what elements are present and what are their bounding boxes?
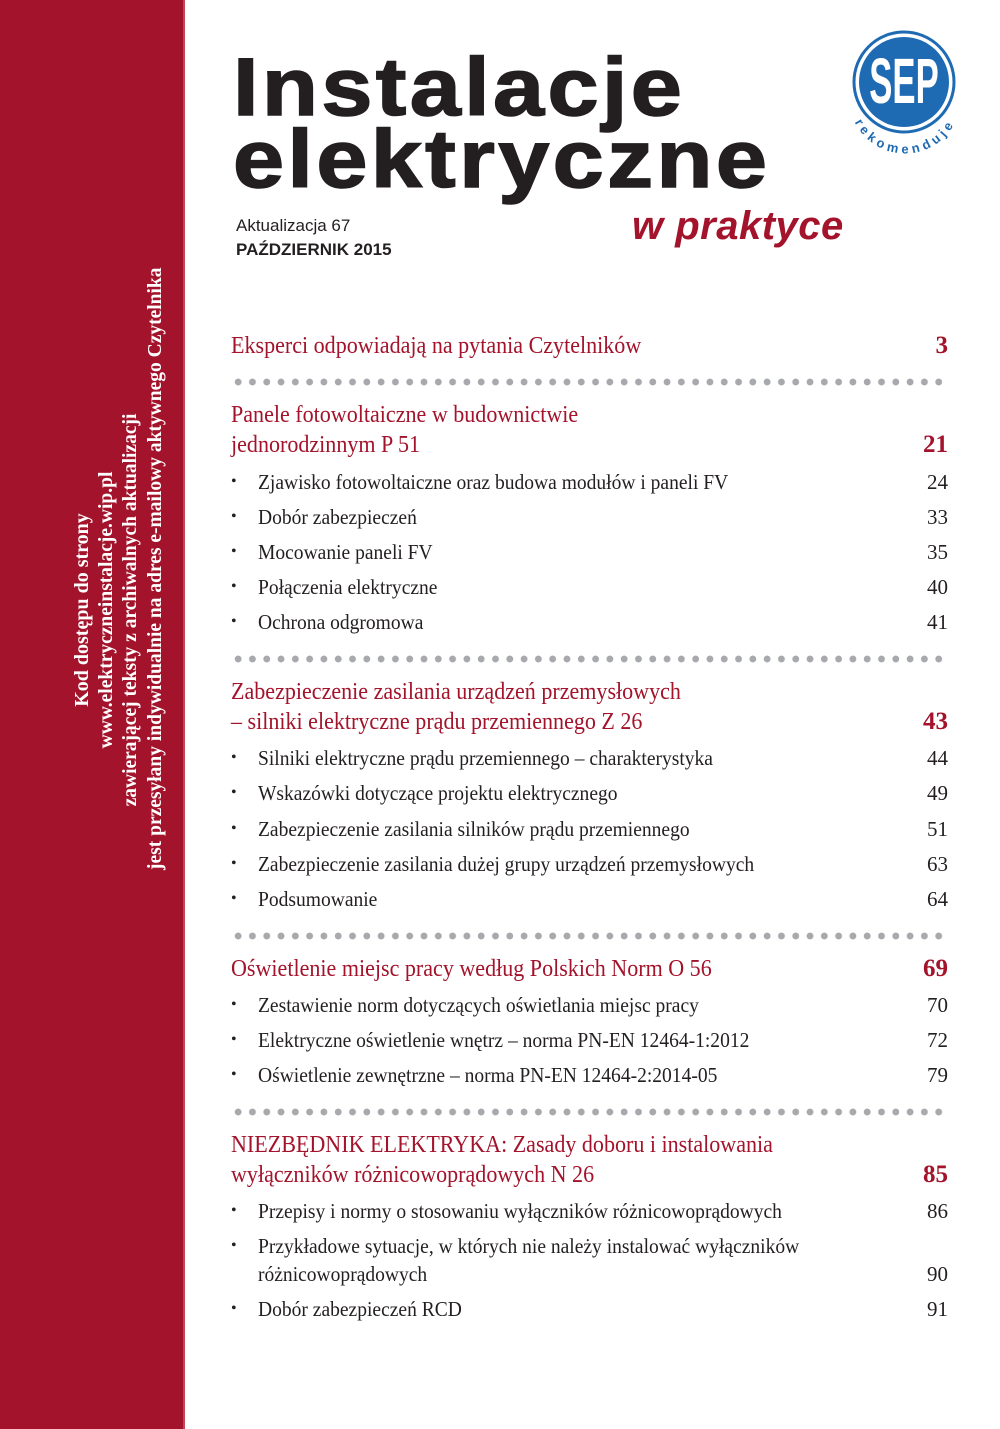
section-title-line: NIEZBĘDNIK ELEKTRYKA: Zasady doboru i instalowania xyxy=(231,1131,773,1158)
bullet-icon: • xyxy=(231,473,237,490)
bullet-icon: • xyxy=(231,1300,237,1317)
sep-logo-caption: rekomenduje xyxy=(851,115,959,157)
issue-info xyxy=(236,214,392,262)
toc-item-page: 40 xyxy=(927,575,948,599)
section-title-line: Panele fotowoltaiczne w budownictwie xyxy=(231,401,579,428)
toc-item-page: 70 xyxy=(927,993,948,1017)
toc-item-page: 79 xyxy=(927,1063,948,1087)
toc-item-page: 35 xyxy=(927,540,948,564)
toc-item-label: Przykładowe sytuacje, w których nie należy instalować wyłączników xyxy=(258,1234,800,1258)
toc-item-page: 24 xyxy=(927,470,948,494)
bullet-icon: • xyxy=(231,1066,237,1083)
toc-item-label: Przepisy i normy o stosowaniu wyłączników różnicowoprądowych xyxy=(258,1199,782,1223)
toc-item-page: 72 xyxy=(927,1028,948,1052)
bullet-icon: • xyxy=(231,820,237,837)
toc-item-page: 51 xyxy=(927,817,948,841)
toc-item-label: Podsumowanie xyxy=(258,887,378,911)
section-title-line: Eksperci odpowiadają na pytania Czytelników xyxy=(231,332,642,359)
toc-section-page: 3 xyxy=(935,332,948,359)
bullet-icon: • xyxy=(231,543,237,560)
toc-section-page: 69 xyxy=(923,955,948,982)
toc-item-label: Wskazówki dotyczące projektu elektrycznego xyxy=(258,781,618,805)
toc-item-label: Dobór zabezpieczeń xyxy=(258,505,417,529)
section-title-line: Oświetlenie miejsc pracy według Polskich Norm O 56 xyxy=(231,955,712,982)
dotted-divider xyxy=(231,932,948,940)
toc-item-page: 33 xyxy=(927,505,948,529)
dotted-divider xyxy=(231,1108,948,1116)
access-code-note xyxy=(70,267,168,870)
toc-item-label: Dobór zabezpieczeń RCD xyxy=(258,1297,462,1321)
toc-item-label: Ochrona odgromowa xyxy=(258,610,424,634)
toc-item-label: Zjawisko fotowoltaiczne oraz budowa modułów i paneli FV xyxy=(258,470,729,494)
issue-number: Aktualizacja 67 xyxy=(236,216,351,235)
magazine-subtitle: w praktyce xyxy=(632,204,844,248)
toc-item-label: Połączenia elektryczne xyxy=(258,575,438,599)
access-note-line: Kod dostępu do strony xyxy=(71,513,93,707)
toc-item-label: Oświetlenie zewnętrzne – norma PN-EN 12464-2:2014-05 xyxy=(258,1063,718,1087)
sep-logo-icon xyxy=(838,30,968,160)
toc-item-page: 64 xyxy=(927,887,948,911)
title-line-2: elektryczne xyxy=(233,114,771,205)
toc-item-label-continued: różnicowoprądowych xyxy=(258,1262,428,1286)
toc-section-page: 85 xyxy=(923,1161,948,1188)
toc-section-page: 43 xyxy=(923,708,948,735)
section-title-line: – silniki elektryczne prądu przemiennego Z 26 xyxy=(231,708,643,735)
toc-item[interactable] xyxy=(231,1232,948,1288)
toc-section-title[interactable] xyxy=(231,400,876,460)
bullet-icon: • xyxy=(231,784,237,801)
bullet-icon: • xyxy=(231,855,237,872)
toc-item-page: 44 xyxy=(927,746,948,770)
toc-section-page: 21 xyxy=(923,431,948,458)
toc-item-label: Zabezpieczenie zasilania silników prądu przemiennego xyxy=(258,817,690,841)
bullet-icon: • xyxy=(231,749,237,766)
toc-item-page: 91 xyxy=(927,1297,948,1321)
magazine-title xyxy=(233,42,771,205)
toc-section-title[interactable] xyxy=(231,677,876,737)
toc-item-label: Mocowanie paneli FV xyxy=(258,540,433,564)
toc-item-page: 90 xyxy=(927,1262,948,1286)
section-title-line: Zabezpieczenie zasilania urządzeń przemysłowych xyxy=(231,678,681,705)
bullet-icon: • xyxy=(231,996,237,1013)
toc-item-page: 49 xyxy=(927,781,948,805)
toc-section-title[interactable] xyxy=(231,331,876,361)
toc-section-title[interactable] xyxy=(231,954,876,984)
toc-item-label: Silniki elektryczne prądu przemiennego – charakterystyka xyxy=(258,746,713,770)
toc-item-page: 86 xyxy=(927,1199,948,1223)
access-note-line: zawierającej teksty z archiwalnych aktualizacji xyxy=(120,413,141,807)
bullet-icon: • xyxy=(231,613,237,630)
toc-item-page: 41 xyxy=(927,610,948,634)
bullet-icon: • xyxy=(231,890,237,907)
dotted-divider xyxy=(231,378,948,386)
section-title-line: wyłączników różnicowoprądowych N 26 xyxy=(231,1161,595,1188)
access-note-line: jest przesyłany indywidualnie na adres e-mailowy aktywnego Czytelnika xyxy=(144,267,166,870)
toc-item-label: Elektryczne oświetlenie wnętrz – norma PN-EN 12464-1:2012 xyxy=(258,1028,750,1052)
title-line-1: Instalacje xyxy=(233,42,686,133)
toc-item-page: 63 xyxy=(927,852,948,876)
toc-item-label: Zabezpieczenie zasilania dużej grupy urządzeń przemysłowych xyxy=(258,852,755,876)
bullet-icon: • xyxy=(231,578,237,595)
section-title-line: jednorodzinnym P 51 xyxy=(231,431,421,458)
bullet-icon: • xyxy=(231,1031,237,1048)
access-note-url[interactable]: www.elektryczneinstalacje.wip.pl xyxy=(95,471,117,749)
toc-item-label: Zestawienie norm dotyczących oświetlania miejsc pracy xyxy=(258,993,699,1017)
sidebar-band xyxy=(0,0,185,1429)
bullet-icon: • xyxy=(231,508,237,525)
toc-section-title[interactable] xyxy=(231,1130,876,1190)
sep-logo-letters: SEP xyxy=(869,44,939,117)
bullet-icon: • xyxy=(231,1237,237,1254)
bullet-icon: • xyxy=(231,1202,237,1219)
issue-date: PAŹDZIERNIK 2015 xyxy=(236,240,392,259)
dotted-divider xyxy=(231,655,948,663)
